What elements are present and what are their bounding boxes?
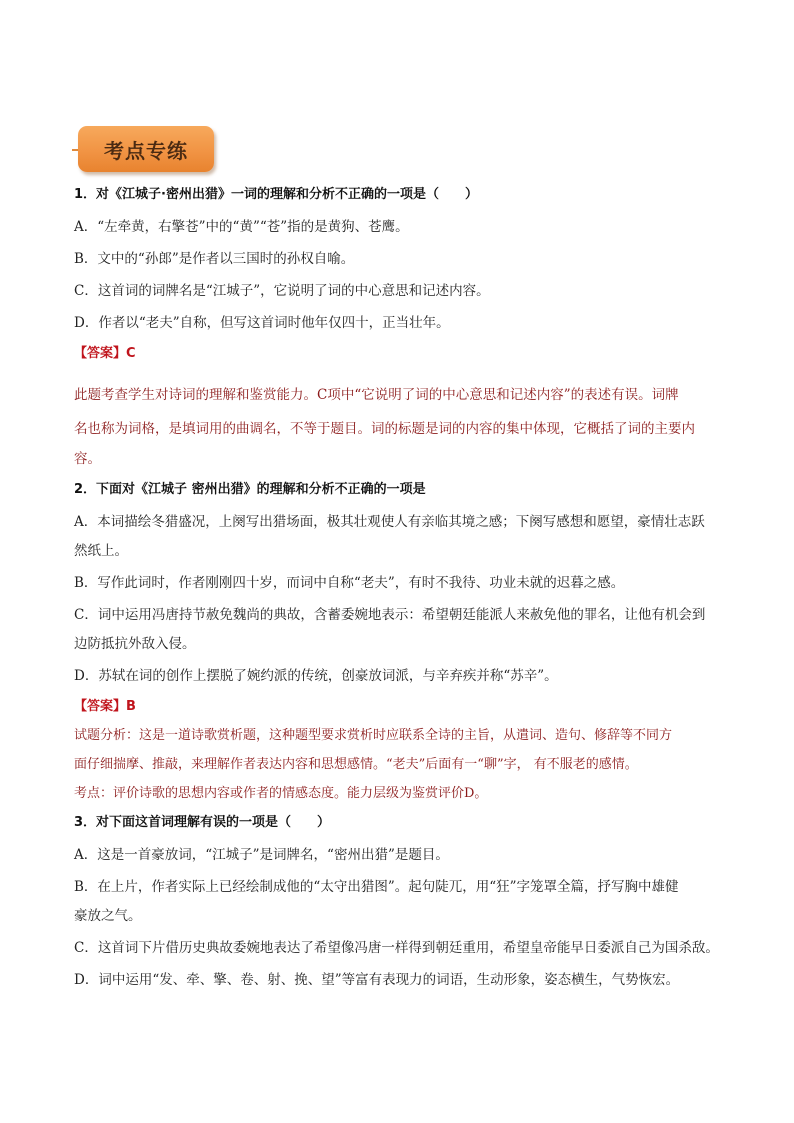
option-continued: 边防抵抗外敌入侵。	[74, 636, 196, 652]
explanation-line: 试题分析：这是一道诗歌赏析题，这种题型要求赏析时应联系全诗的主旨，从遣词、造句、修辞等不同方	[74, 728, 673, 743]
explanation-line: 容。	[74, 451, 101, 467]
explanation-line: 名也称为词格，是填词用的曲调名，不等于题目。词的标题是词的内容的集中体现，它概括了词的主要内	[74, 421, 695, 437]
option: C．这首词的词牌名是“江城子”，它说明了词的中心意思和记述内容。	[74, 283, 490, 299]
option: C．这首词下片借历史典故委婉地表达了希望像冯唐一样得到朝廷重用，希望皇帝能早日委派自己为国杀敌。	[74, 940, 719, 956]
option: B．文中的“孙郎”是作者以三国时的孙权自喻。	[74, 251, 355, 267]
option: A．这是一首豪放词，“江城子”是词牌名，“密州出猎”是题目。	[74, 847, 449, 863]
option: D．词中运用“发、牵、擎、卷、射、挽、望”等富有表现力的词语，生动形象，姿态横生，气势恢宏。	[74, 972, 680, 988]
question-stem: 3．对下面这首词理解有误的一项是（ ）	[74, 815, 331, 830]
question-stem: 2．下面对《江城子 密州出猎》的理解和分析不正确的一项是	[74, 482, 426, 497]
explanation-line: 考点：评价诗歌的思想内容或作者的情感态度。能力层级为鉴赏评价D。	[74, 786, 488, 801]
option: B．写作此词时，作者刚刚四十岁，而词中自称“老夫”，有时不我待、功业未就的迟暮之感。	[74, 575, 625, 591]
explanation-line: 此题考查学生对诗词的理解和鉴赏能力。C项中“它说明了词的中心意思和记述内容”的表述有误。词牌	[74, 387, 679, 403]
question-stem: 1．对《江城子·密州出猎》一词的理解和分析不正确的一项是（ ）	[74, 187, 478, 202]
option-continued: 然纸上。	[74, 543, 128, 559]
answer: 【答案】B	[74, 699, 136, 714]
answer: 【答案】C	[74, 346, 136, 361]
explanation-line: 面仔细揣摩、推敲，来理解作者表达内容和思想感情。“老夫”后面有一“聊”字， 有不服老的感情。	[74, 757, 638, 772]
option: B．在上片，作者实际上已经绘制成他的“太守出猎图”。起句陡兀，用“狂”字笼罩全篇，抒写胸中雄健	[74, 879, 679, 895]
option: A．“左牵黄，右擎苍”中的“黄”“苍”指的是黄狗、苍鹰。	[74, 219, 409, 235]
option: C．词中运用冯唐持节赦免魏尚的典故，含蓄委婉地表示：希望朝廷能派人来赦免他的罪名，让他有机会到	[74, 607, 706, 623]
section-badge-label: 考点专练	[78, 126, 214, 172]
option: A．本词描绘冬猎盛况，上阕写出猎场面，极其壮观使人有亲临其境之感；下阕写感想和愿望，豪情壮志跃	[74, 514, 705, 530]
question-list	[74, 184, 726, 991]
option-continued: 豪放之气。	[74, 908, 142, 924]
option: D．苏轼在词的创作上摆脱了婉约派的传统，创豪放词派，与辛弃疾并称“苏辛”。	[74, 668, 558, 684]
option: D．作者以“老夫”自称，但写这首词时他年仅四十，正当壮年。	[74, 315, 450, 331]
